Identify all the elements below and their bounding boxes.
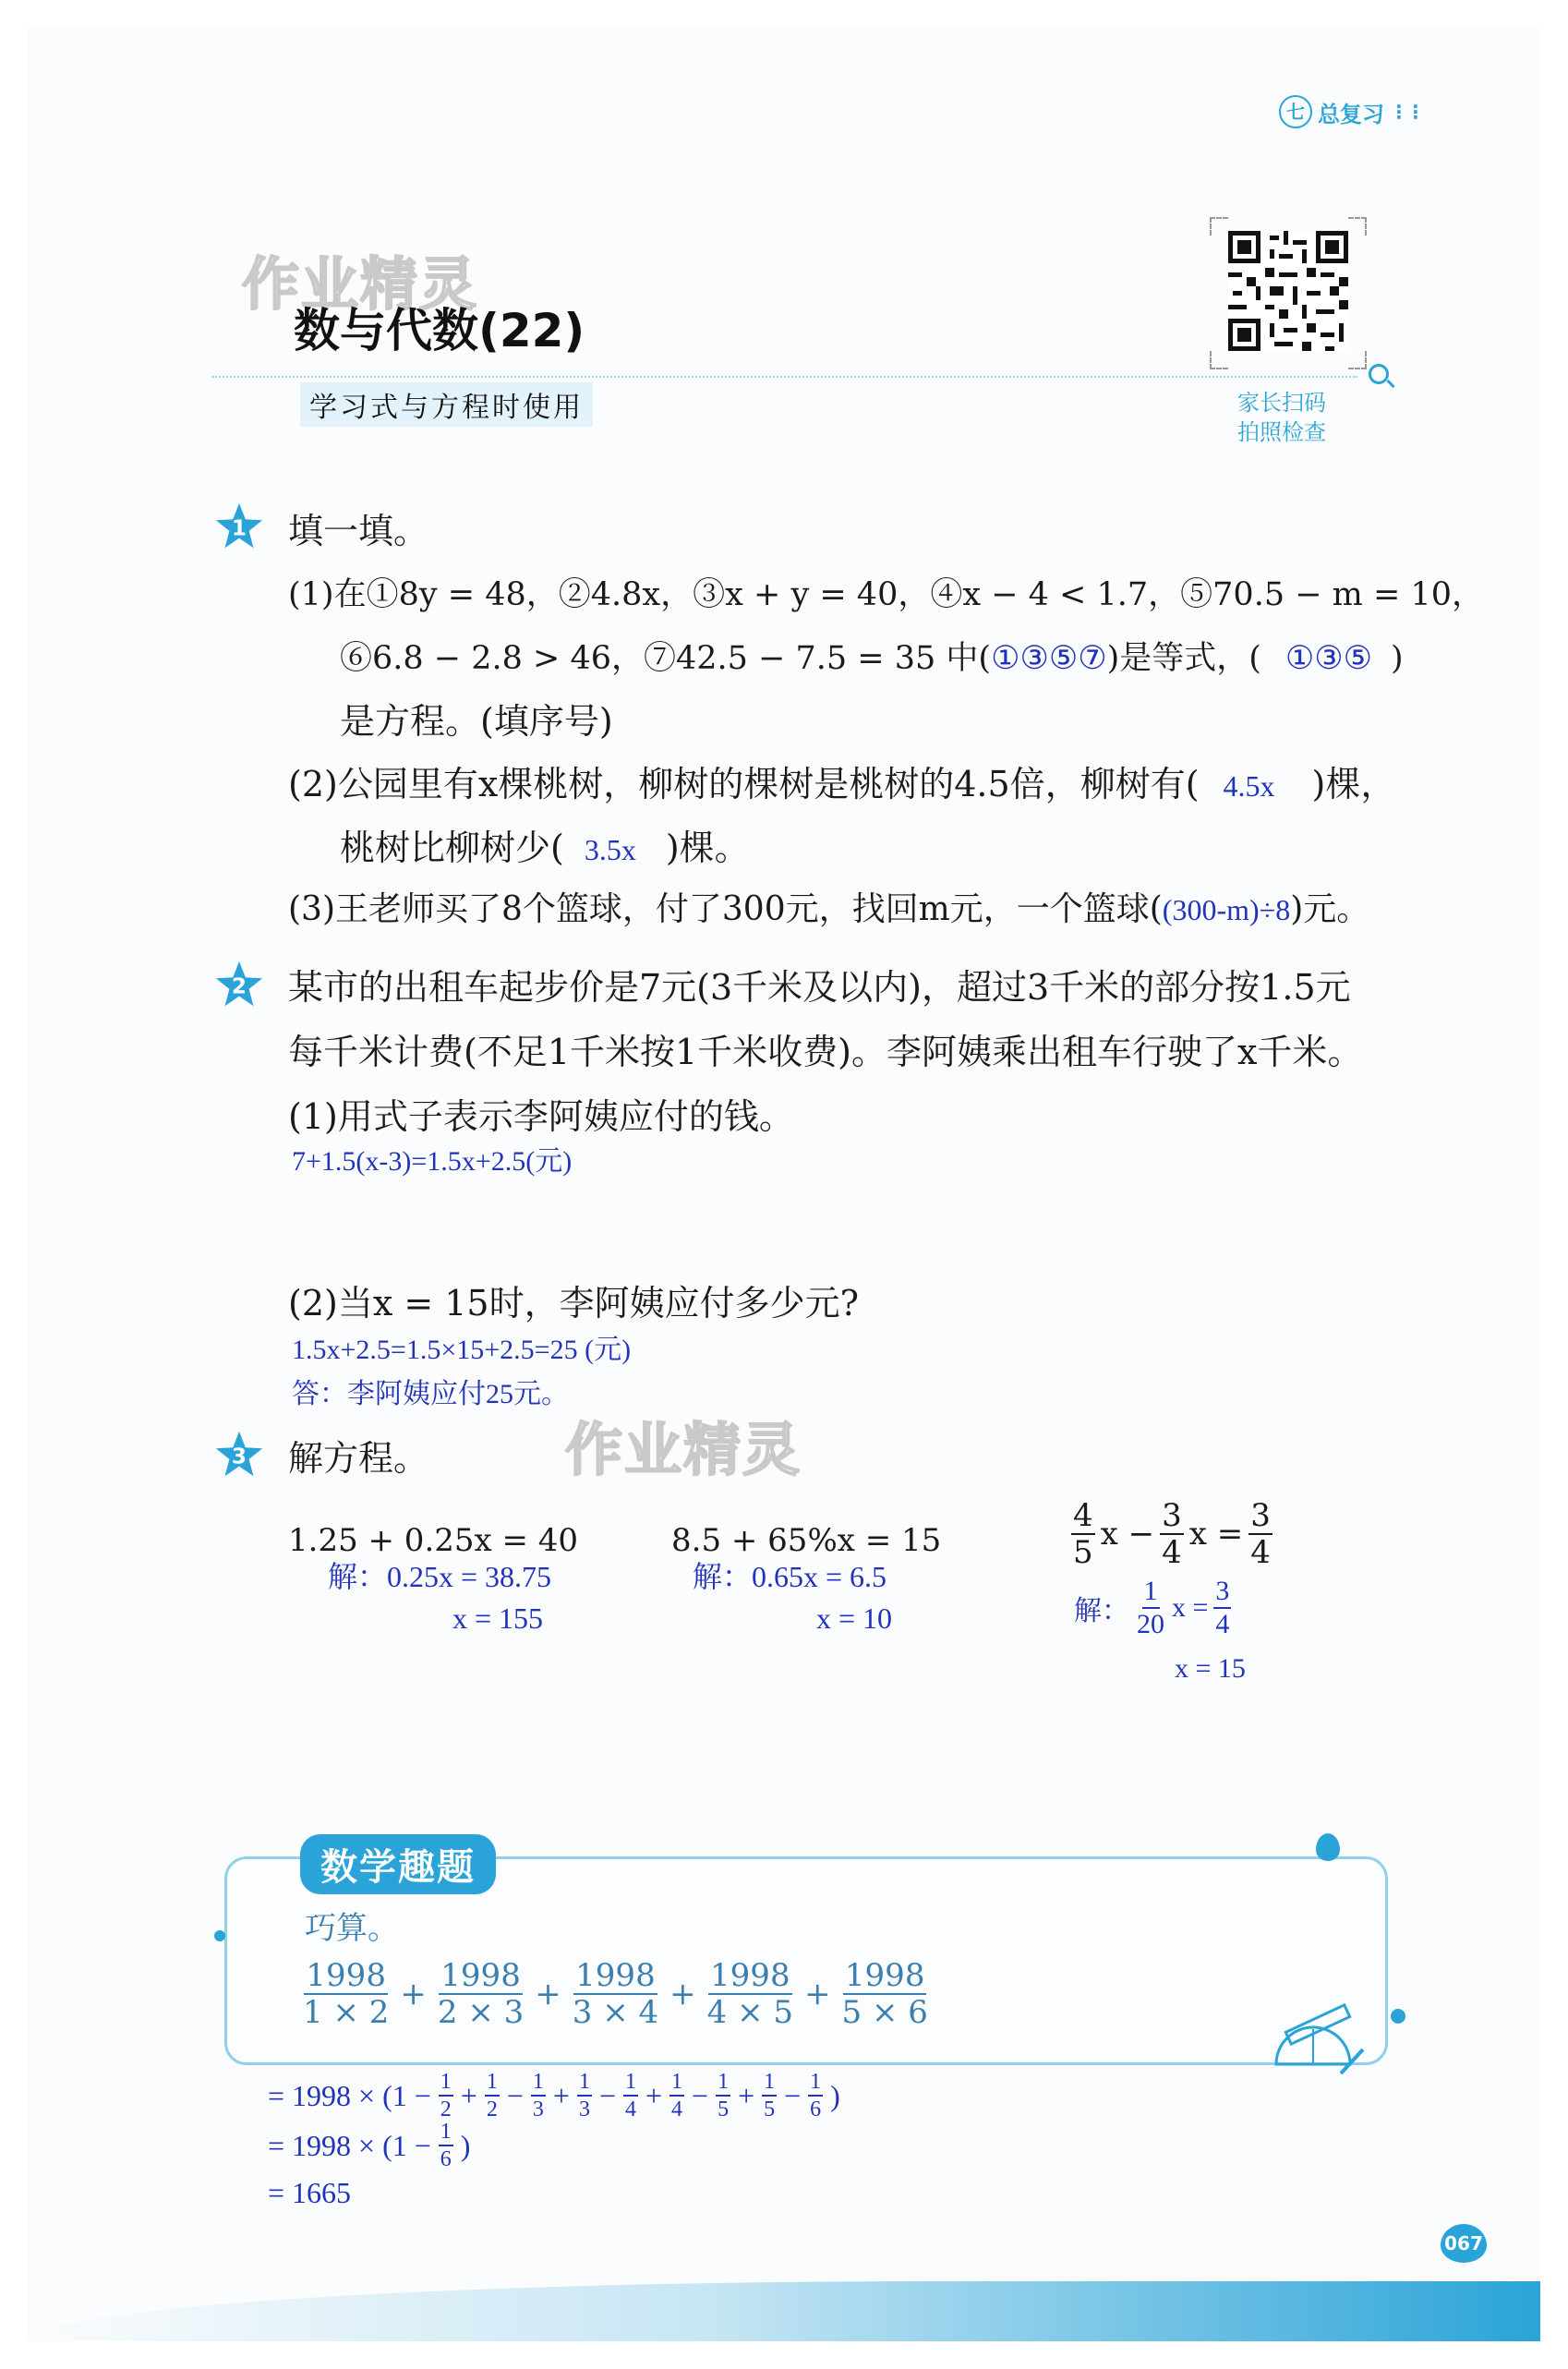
fun-solution-line-2 [268, 2121, 470, 2170]
plus-sign: + [400, 1976, 427, 2012]
fraction-numerator: 1 [485, 2071, 500, 2097]
q1-part1-text-b: )是等式，( [1106, 640, 1261, 677]
fraction-numerator: 1 [531, 2071, 546, 2097]
fraction-numerator: 1 [762, 2071, 777, 2097]
fraction-numerator: 1 [716, 2071, 730, 2097]
fraction-denominator: 3 [578, 2097, 590, 2121]
solution-fraction [762, 2071, 777, 2121]
fraction-denominator: 1 × 2 [303, 1994, 390, 2031]
fun-math-expression [301, 1957, 930, 2031]
q1-part1-line1: (1)在①8y = 48，②4.8x，③x + y = 40，④x − 4 < 1.7，⑤70.5 − m = 10， [288, 576, 1484, 613]
fraction-denominator: 3 × 4 [572, 1994, 659, 2031]
eq3-b-denominator: 4 [1162, 1534, 1182, 1571]
fraction-numerator: 1 [808, 2071, 823, 2097]
solution-1-terms [439, 2071, 823, 2121]
q3-equation-2-step2: x = 10 [816, 1601, 893, 1635]
q1-prompt: 填一填。 [288, 511, 429, 551]
fun-math-title: 数学趣题 [300, 1834, 496, 1894]
solution-fraction [531, 2071, 546, 2121]
operator-sign: − [598, 2078, 616, 2112]
fraction-denominator: 2 [440, 2097, 452, 2121]
q1-part2-line1 [288, 763, 1395, 807]
eq3-step1-r-denominator: 4 [1215, 1609, 1230, 1639]
fraction-denominator: 4 × 5 [706, 1994, 793, 2031]
fraction-denominator: 3 [532, 2097, 544, 2121]
scan-text-1: 家长扫码 [1237, 390, 1326, 416]
fraction-numerator: 1998 [710, 1957, 790, 1994]
plus-sign: + [804, 1976, 831, 2012]
q1-part2-line2 [340, 827, 750, 871]
q1-answer-basketball: (300-m)÷8 [1162, 893, 1291, 926]
solution-fraction [623, 2071, 638, 2121]
solution-fraction [716, 2071, 730, 2121]
solution-2-numerator: 1 [439, 2121, 453, 2146]
q3-equation-2-step1: 解：0.65x = 6.5 [693, 1560, 887, 1593]
q2-part2-answer-calc: 1.5x+2.5=1.5×15+2.5=25 (元) [292, 1335, 632, 1365]
eq3-c-numerator: 3 [1250, 1497, 1271, 1534]
operator-sign: − [506, 2078, 524, 2112]
eq3-step1-r-numerator: 3 [1213, 1577, 1231, 1609]
operator-sign: − [784, 2078, 802, 2112]
watermark-middle: 作业精灵 [565, 1416, 802, 1483]
qr-frame [1210, 217, 1367, 369]
decor-dot-icon [1391, 2009, 1405, 2024]
fraction-denominator: 5 × 6 [841, 1994, 928, 2031]
eq3-a-denominator: 5 [1073, 1534, 1093, 1571]
operator-sign: + [552, 2078, 570, 2112]
eq3-equals: x = [1188, 1516, 1244, 1553]
q2-part1: (1)用式子表示李阿姨应付的钱。 [288, 1096, 794, 1137]
q1-number: 1 [231, 515, 247, 541]
fraction-denominator: 4 [624, 2097, 636, 2121]
q3-prompt: 解方程。 [288, 1438, 429, 1479]
q2-line2: 每千米计费(不足1千米按1千米收费)。李阿姨乘出租车行驶了x千米。 [288, 1032, 1363, 1072]
scan-hint [1237, 388, 1326, 447]
decor-drop-icon [1316, 1833, 1340, 1861]
solution-2-denominator: 6 [440, 2147, 452, 2171]
fraction-numerator: 1 [577, 2071, 592, 2097]
fraction-numerator: 1998 [440, 1957, 521, 1994]
scan-text-2: 拍照检查 [1237, 419, 1326, 445]
q1-part2-text: (2)公园里有x棵桃树，柳树的棵树是桃树的4.5倍，柳树有( [288, 764, 1200, 804]
q1-answer-willow: 4.5x [1223, 769, 1275, 803]
eq3-minus: x − [1100, 1516, 1155, 1553]
eq3-c-denominator: 4 [1250, 1534, 1271, 1571]
fraction-denominator: 6 [810, 2097, 822, 2121]
eq3-step1-equals: x = [1172, 1592, 1209, 1623]
fraction-numerator: 1 [623, 2071, 638, 2097]
search-icon[interactable] [1369, 364, 1389, 384]
operator-sign: + [738, 2078, 755, 2112]
q2-number: 2 [231, 973, 247, 999]
plus-sign: + [669, 1976, 696, 2012]
q1-part1-text-c: ) [1391, 640, 1404, 677]
title-dotted-rule [212, 376, 1357, 378]
eq3-step1-numerator: 1 [1142, 1577, 1160, 1609]
q1-answer-peach-less: 3.5x [584, 833, 636, 866]
decor-dot-icon-2 [214, 1930, 225, 1941]
q1-part1-text: ⑥6.8 − 2.8 > 46，⑦42.5 − 7.5 = 35 中( [340, 640, 992, 677]
q3-equation-3-step2: x = 15 [1175, 1653, 1246, 1684]
fun-math-prompt: 巧算。 [305, 1910, 399, 1947]
q1-answer-equations-proper: ①③⑤ [1285, 640, 1373, 676]
page-number: 067 [1441, 2224, 1487, 2263]
operator-sign: + [645, 2078, 663, 2112]
eq3-step1-denominator: 20 [1137, 1609, 1164, 1639]
q1-answer-equations: ①③⑤⑦ [991, 640, 1107, 676]
q1-part1-line2 [340, 637, 1404, 680]
q2-part2: (2)当x = 15时，李阿姨应付多少元? [288, 1283, 859, 1323]
fraction-numerator: 1998 [575, 1957, 656, 1994]
eq3-b-numerator: 3 [1162, 1497, 1182, 1534]
star-number-3-icon [212, 1429, 266, 1482]
fraction-numerator: 1998 [306, 1957, 386, 1994]
chapter-deco-icon: ⋮⋮ [1390, 101, 1423, 123]
eq3-step1-label: 解： [1074, 1596, 1129, 1626]
q2-line1: 某市的出租车起步价是7元(3千米及以内)，超过3千米的部分按1.5元 [288, 967, 1351, 1008]
fraction-denominator: 5 [718, 2097, 730, 2121]
q3-equation-1-step1: 解：0.25x = 38.75 [328, 1560, 552, 1593]
solution-fraction [439, 2071, 453, 2121]
fun-solution-line-3: = 1665 [268, 2176, 352, 2209]
solution-fraction [485, 2071, 500, 2121]
fraction-denominator: 4 [671, 2097, 683, 2121]
page-subtitle: 学习式与方程时使用 [300, 382, 593, 427]
q1-part3-text: (3)王老师买了8个篮球，付了300元，找回m元，一个篮球( [288, 890, 1163, 928]
solution-fraction [808, 2071, 823, 2121]
ruler-protractor-icon [1267, 2000, 1369, 2083]
fraction-denominator: 2 [486, 2097, 498, 2121]
q3-equation-1: 1.25 + 0.25x = 40 [288, 1522, 579, 1559]
solution-fraction [577, 2071, 592, 2121]
q3-equation-2: 8.5 + 65%x = 15 [671, 1522, 942, 1559]
q3-equation-3-step1 [1074, 1577, 1231, 1638]
q1-part2-text-d: )棵。 [665, 828, 750, 868]
star-number-1-icon [212, 501, 266, 554]
eq3-a-numerator: 4 [1073, 1497, 1093, 1534]
fraction-numerator: 1998 [844, 1957, 925, 1994]
chapter-label: 总复习 [1318, 101, 1384, 127]
watermark-top: 作业精灵 [242, 250, 479, 318]
solution-fraction [669, 2071, 684, 2121]
q1-part2-text-c: 桃树比柳树少( [340, 828, 564, 868]
page-title: 数与代数(22) [294, 304, 585, 357]
solution-2-suffix: ) [460, 2128, 471, 2162]
q1-part1-line3: 是方程。(填序号) [340, 701, 613, 742]
chapter-tag [1279, 95, 1423, 128]
q3-number: 3 [231, 1444, 247, 1469]
solution-1-suffix: ) [830, 2078, 840, 2112]
q3-equation-3 [1071, 1497, 1272, 1571]
operator-sign: + [460, 2078, 477, 2112]
q1-part3-text-b: )元。 [1290, 890, 1370, 928]
fraction-denominator: 2 × 3 [437, 1994, 525, 2031]
q3-equation-1-step2: x = 155 [452, 1601, 544, 1635]
q2-part1-answer: 7+1.5(x-3)=1.5x+2.5(元) [292, 1146, 573, 1177]
q1-part2-text-b: )棵， [1311, 764, 1396, 804]
fraction-numerator: 1 [669, 2071, 684, 2097]
plus-sign: + [535, 1976, 561, 2012]
star-number-2-icon [212, 959, 266, 1012]
qr-code[interactable] [1228, 231, 1348, 351]
solution-1-prefix: = 1998 × (1 − [268, 2078, 431, 2112]
q1-part3-line [288, 888, 1369, 931]
fun-solution-line-1 [268, 2071, 840, 2121]
operator-sign: − [692, 2078, 709, 2112]
fraction-denominator: 5 [764, 2097, 776, 2121]
solution-2-prefix: = 1998 × (1 − [268, 2128, 431, 2162]
fraction-numerator: 1 [439, 2071, 453, 2097]
q2-part2-answer-final: 答：李阿姨应付25元。 [292, 1379, 569, 1409]
chapter-badge: 七 [1279, 95, 1312, 128]
